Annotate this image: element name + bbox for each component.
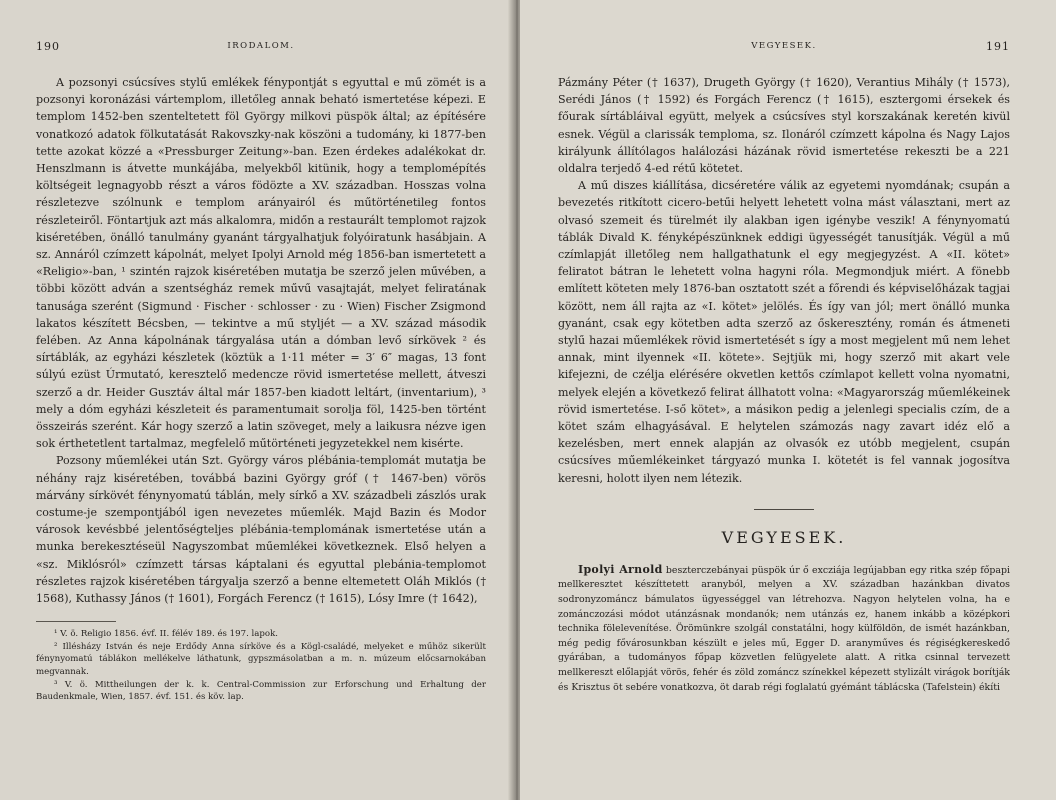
left-running-title: IRODALOM. (227, 41, 295, 51)
right-paragraph-1: Pázmány Péter († 1637), Drugeth György († 1620), Verantius Mihály († 1573), Serédi János († 1592) és Forgách Ferencz († 1615), esztergomi érsekek és főurak sírtábláival együtt, melyek a csúcsíves styl korszakának keretén kivül esnek. Végül a clarissák temploma, sz. Ilonáról czímzett kápolna és Nagy Lajos királyunk állítólagos halálozási házának rövid ismertetése rekeszti be a 221 oldalra terjedő 4-ed rétű kötetet. (558, 76, 1010, 176)
right-page (520, 0, 1056, 800)
footnote-rule (36, 621, 116, 622)
left-running-head (36, 40, 486, 56)
news-item (558, 563, 1010, 695)
footnote-3: ³ V. ö. Mittheilungen der k. k. Central-Commission zur Erforschung und Erhaltung der Baudenkmale, Wien, 1857. évf. 151. és köv. lap. (36, 679, 486, 703)
left-paragraph-1: A pozsonyi csúcsíves stylű emlékek fénypontját s egyuttal e mű zömét is a pozsonyi koronázási vártemplom, illetőleg annak beható ismertetése képezi. E templom 1452-ben szenteltetett föl György milkovi püspök által; az építésére vonatkozó adatok fölkutatását Rakovszky-nak köszöni a tudomány, ki 1877-ben tette azokat közzé a «Pressburger Zeitung»-ban. Ezen érdekes adalékokat dr. Henszlmann is átvette munkájába, melyekből kitünik, hogy a templomépítés költségeit legnagyobb részt a város födözte a XV. században. Hosszas volna részletezve szólnunk e templom arányairól és műtörténetileg fontos részleteiről. Föntartjuk azt más alkalomra, midőn a restaurált templomot rajzok kiséretében, önálló tanulmány gyanánt tárgyalhatjuk folyóiratunk hasábjain. A sz. Annáról czímzett kápolnát, melyet Ipolyi Arnold még 1856-ban ismertetett a «Religio»-ban, ¹ szintén rajzok kiséretében mutatja be szerző jelen művében, a többi között adván a szentségház remek művű vasajtaját, melyet feliratának tanusága szerént (Sigmund · Fischer · schlosser · zu · Wien) Fischer Zsigmond lakatos készített Bécsben, — tekintve a mű styljét — a XV. század második felében. Az Anna kápolnának tárgyalása után a dómban levő sírkövek ² és sírtáblák, az egyházi készletek (köztük a 1·11 méter = 3′ 6″ magas, 13 font súlyú ezüst Úrmutató, keresztelő medencze rövid ismertetése mellett, átveszi szerző a dr. Heider Gusztáv által már 1857-ben kiadott leltárt, (inventarium), ³ mely a dóm egyházi készleteit és paramentumait sorolja föl, 1425-ben történt összeirás szerént. Kár hogy szerző a latin szöveget, mely a laikusra nézve igen sok érthetetlent tartalmaz, megfelelő műtörténeti jegyzetekkel nem kisérte. (36, 76, 486, 451)
left-page-number: 190 (36, 40, 60, 53)
news-lead-name: Ipolyi Arnold (578, 562, 663, 576)
section-divider (754, 509, 814, 510)
news-text: beszterczebányai püspök úr ő excziája legújabban egy ritka szép főpapi mellkeresztet készíttetett aranyból, melyen a XV. században hazánkban divatos sodronyzománcz bámulatos ügyességgel van létrehozva. Nagyon helytelen volna, ha e zománczozási módot utánzásnak mondanók; nem utánzás ez, hanem inkább a középkori technika fölelevenítése. Örömünkre szolgál constatálni, hogy külföldön, de ismét hazánkban, még pedig fővárosunkban készült e jeles mű, Egger D. aranyműves és régiségkereskedő gyárában, a tudományos főpap közvetlen felügyelete alatt. A ritka csinnal tervezett mellkereszt előlapját vörös, fehér és zöld zománcz színekkel képezett stylizált virágok borítják és Krisztus öt sebére vonatkozva, öt darab régi foglalatú gyémánt táblácska (Tafelstein) ékíti (558, 564, 1010, 693)
right-page-number: 191 (986, 40, 1010, 53)
left-paragraph-2: Pozsony műemlékei után Szt. György város plébánia-templomát mutatja be néhány rajz kiséretében, továbbá bazini György gróf († 1467-ben) vörös márvány sírkövét fénynyomatú táblán, mely sírkő a XV. századbeli zászlós urak costume-je szempontjából igen nevezetes műemlék. Majd Bazin és Modor városok kevésbbé jelentőségteljes plébánia-templomának ismertetése után a munka berekesztéseül Nagyszombat műemlékei következnek. Első helyen a «sz. Miklósról» czímzett társas káptalani és egyuttal plebánia-templomot részletes rajzok kiséretében tárgyalja szerző a benne eltemetett Oláh Miklós († 1568), Kuthassy János († 1601), Forgách Ferencz († 1615), Lósy Imre († 1642), (36, 454, 486, 606)
right-running-title: VEGYESEK. (751, 41, 817, 51)
footnote-1: ¹ V. ö. Religio 1856. évf. II. félév 189. és 197. lapok. (54, 629, 279, 640)
section-title: VEGYESEK. (721, 527, 847, 547)
left-page (0, 0, 516, 800)
right-paragraph-2: A mű diszes kiállítása, dicséretére válik az egyetemi nyomdának; csupán a bevezetés ritkított cicero-betűi helyett lehetett volna mást választani, mert az olvasó szemeit és türelmét ily alakban igen igénybe veszik! A fénynyomatú táblák Divald K. fényképészünknek eddigi ügyességét tanusítják. Végül a mű czímlapját illetőleg nem hallgathatunk el egy megjegyzést. A «II. kötet» feliratot bátran le lehetett volna hagyni róla. Megmondjuk miért. A fönebb említett köteten mely 1876-ban osztatott szét a főrendi és képviselőházak tagjai között, nem áll rajta az «I. kötet» jelölés. És így van jól; mert önálló munka gyanánt, csak egy kötetben adta szerző az őskeresztény, román és átmeneti stylű hazai műemlékek rövid ismertetését s így a most megjelent mű nem lehet annak, mint ilyennek «II. kötete». Sejtjük mi, hogy szerző mit akart vele kifejezni, de czélja elérésére okvetlen kettős czímlapot kellett volna nyomatni, melyek elején a következő felirat állhatott volna: «Magyarország műemlékeinek rövid ismertetése. I-ső kötet», a másikon pedig a jelenlegi specialis czím, de a kötet szám elhagyásával. E helytelen számozás nagy zavart idéz elő a kezelésben, mert ennek alapján az olvasók ez utóbb megjelent, csupán csúcsíves műemlékeinket tárgyazó munka I. kötetét is fel vannak jogosítva keresni, holott ilyen nem létezik. (558, 179, 1010, 485)
right-running-head (558, 40, 1010, 56)
footnote-2: ² Illésházy István és neje Erdődy Anna sírköve és a Kögl-családé, melyeket e műhöz sikerült fénynyomatú táblákon mellékelve láthatunk, gypszmásolatban a m. n. múzeum előcsarnokában megvannak. (36, 641, 486, 678)
